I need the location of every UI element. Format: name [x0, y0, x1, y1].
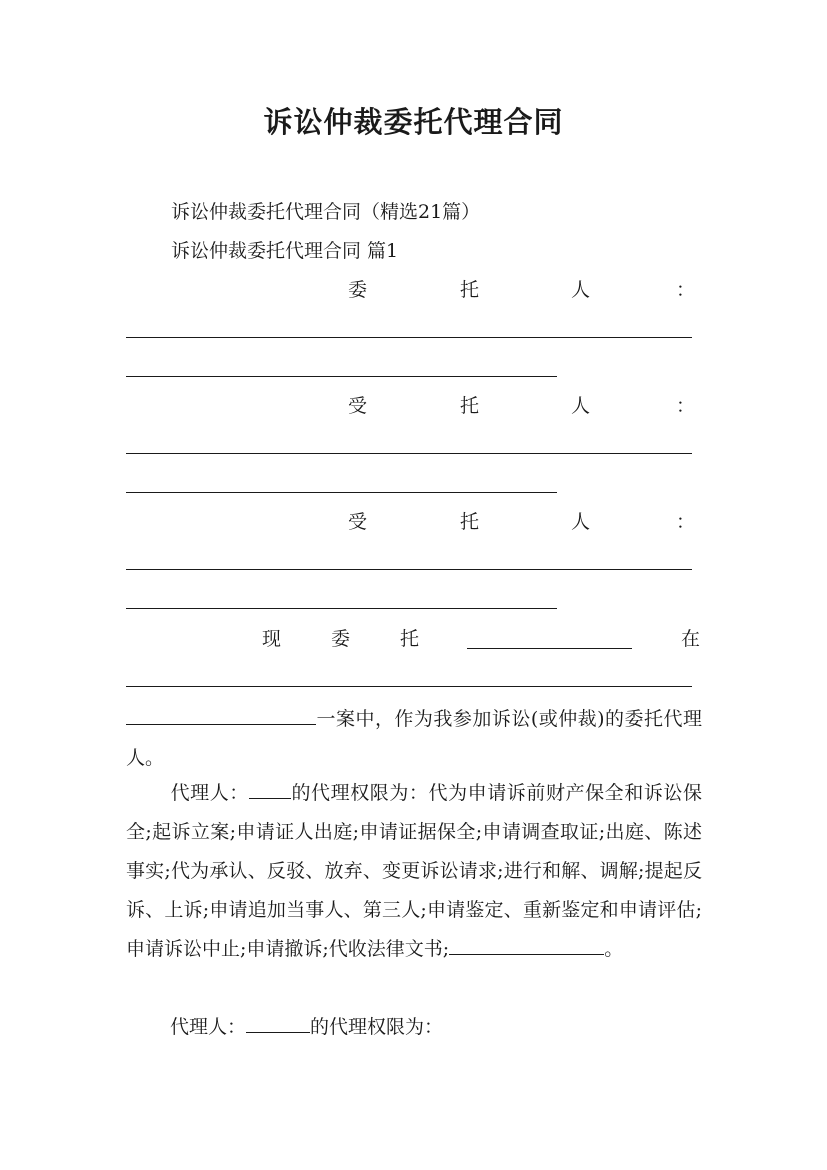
- party-2-char-3: 人: [571, 395, 591, 417]
- authority-paragraph-1: [126, 774, 702, 969]
- entrust-char-1: 现: [262, 628, 282, 650]
- party-1-blank-line-2[interactable]: [126, 376, 557, 377]
- para-2-text: 的代理权限为：: [310, 1016, 444, 1038]
- case-blank-line-1[interactable]: [126, 686, 692, 687]
- party-1-char-2: 托: [460, 279, 480, 301]
- para-1-end: 。: [604, 938, 624, 960]
- agent-2-blank[interactable]: [246, 1012, 310, 1033]
- party-2-char-2: 托: [460, 395, 480, 417]
- agent-1-blank[interactable]: [249, 778, 291, 799]
- party-3-char-3: 人: [571, 511, 591, 533]
- party-2-blank-line-1[interactable]: [126, 453, 692, 454]
- case-blank-line-2[interactable]: [126, 704, 316, 725]
- entrust-char-2: 委: [331, 628, 351, 650]
- party-1-char-3: 人: [571, 279, 591, 301]
- party-1-char-1: 委: [348, 279, 368, 301]
- agent-name-blank[interactable]: [467, 648, 632, 649]
- entrust-char-3: 托: [400, 628, 420, 650]
- party-3-blank-line-2[interactable]: [126, 608, 557, 609]
- party-3-char-2: 托: [460, 511, 480, 533]
- case-text: 一案中，作为我参加诉讼(或仲裁)的委托代理人。: [126, 708, 702, 769]
- party-3-char-1: 受: [348, 511, 368, 533]
- para-1-text: 的代理权限为：代为申请诉前财产保全和诉讼保全;起诉立案;申请证人出庭;申请证据保全;申请调查取证;出庭、陈述事实;代为承认、反驳、放弃、变更诉讼请求;进行和解、调解;提起反诉、上诉;申请追加当事人、第三人;申请鉴定、重新鉴定和申请评估;申请诉讼中止;申请撤诉;代收法律文书;: [126, 782, 702, 960]
- section-heading: 诉讼仲裁委托代理合同 篇1: [171, 240, 399, 262]
- party-2-blank-line-2[interactable]: [126, 492, 557, 493]
- entrust-char-4: 在: [681, 628, 701, 650]
- authority-other-blank[interactable]: [449, 934, 604, 955]
- party-3-colon: ：: [676, 511, 696, 533]
- party-2-colon: ：: [676, 395, 696, 417]
- party-1-colon: ：: [676, 279, 696, 301]
- para-2-prefix: 代理人：: [170, 1016, 247, 1038]
- case-paragraph: [126, 700, 702, 778]
- document-subtitle: 诉讼仲裁委托代理合同（精选21篇）: [171, 201, 481, 223]
- authority-paragraph-2: [126, 1008, 702, 1047]
- para-1-prefix: 代理人：: [170, 782, 249, 804]
- document-title: 诉讼仲裁委托代理合同: [263, 105, 564, 139]
- party-3-blank-line-1[interactable]: [126, 569, 692, 570]
- party-1-blank-line-1[interactable]: [126, 337, 692, 338]
- party-2-char-1: 受: [348, 395, 368, 417]
